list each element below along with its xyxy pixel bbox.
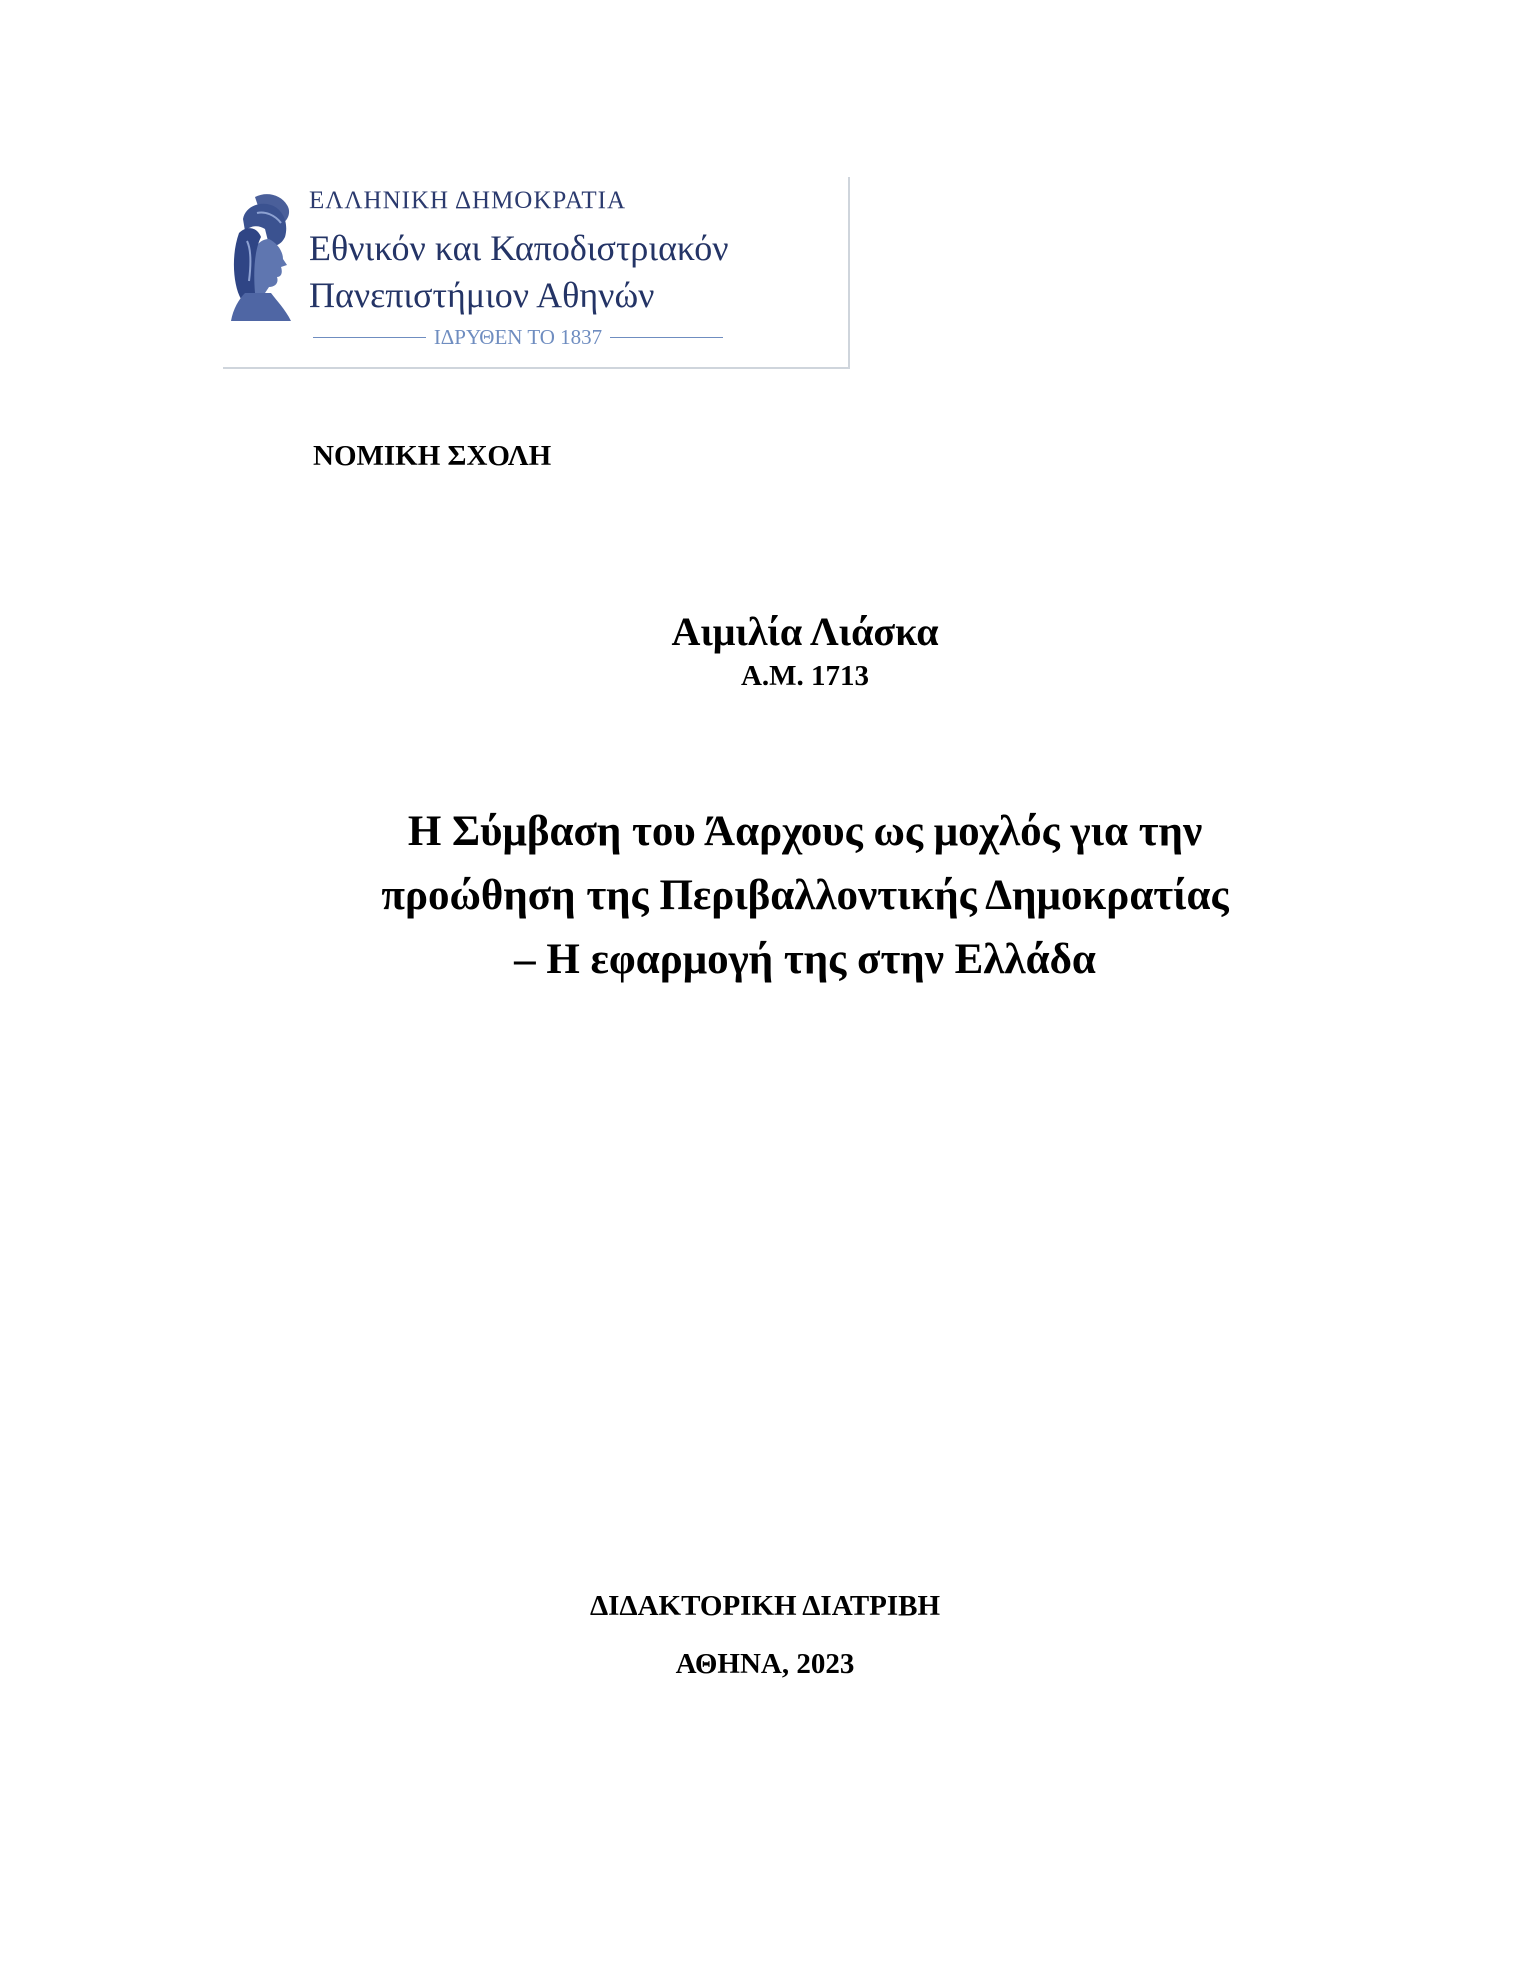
place-and-date: ΑΘΗΝΑ, 2023 <box>675 1648 855 1680</box>
logo-republic-text: ΕΛΛΗΝΙΚΗ ΔΗΜΟΚΡΑΤΙΑ <box>309 187 626 214</box>
thesis-title <box>0 800 1530 992</box>
logo-university-name-line2: Πανεπιστήμιον Αθηνών <box>309 275 655 315</box>
logo-founded-row <box>313 325 723 350</box>
document-type: ΔΙΔΑΚΤΟΡΙΚΗ ΔΙΑΤΡΙΒΗ <box>589 1590 941 1622</box>
logo-rule-left <box>313 337 426 338</box>
thesis-title-line: Η Σύμβαση του Άαρχους ως μοχλός για την <box>407 808 1203 855</box>
thesis-title-line: – Η εφαρμογή της στην Ελλάδα <box>514 936 1096 983</box>
logo-founded-text: ΙΔΡΥΘΕΝ ΤΟ 1837 <box>433 325 603 349</box>
author-name: Αιμιλία Λιάσκα <box>671 609 939 654</box>
faculty-name: ΝΟΜΙΚΗ ΣΧΟΛΗ <box>313 440 552 472</box>
logo-university-name-line1: Εθνικόν και Καποδιστριακόν <box>309 228 729 268</box>
registration-number: Α.Μ. 1713 <box>740 660 870 692</box>
university-logo <box>223 177 850 369</box>
logo-rule-right <box>610 337 723 338</box>
thesis-title-line: προώθηση της Περιβαλλοντικής Δημοκρατίας <box>381 872 1229 919</box>
athena-head-emblem-icon <box>225 189 297 324</box>
